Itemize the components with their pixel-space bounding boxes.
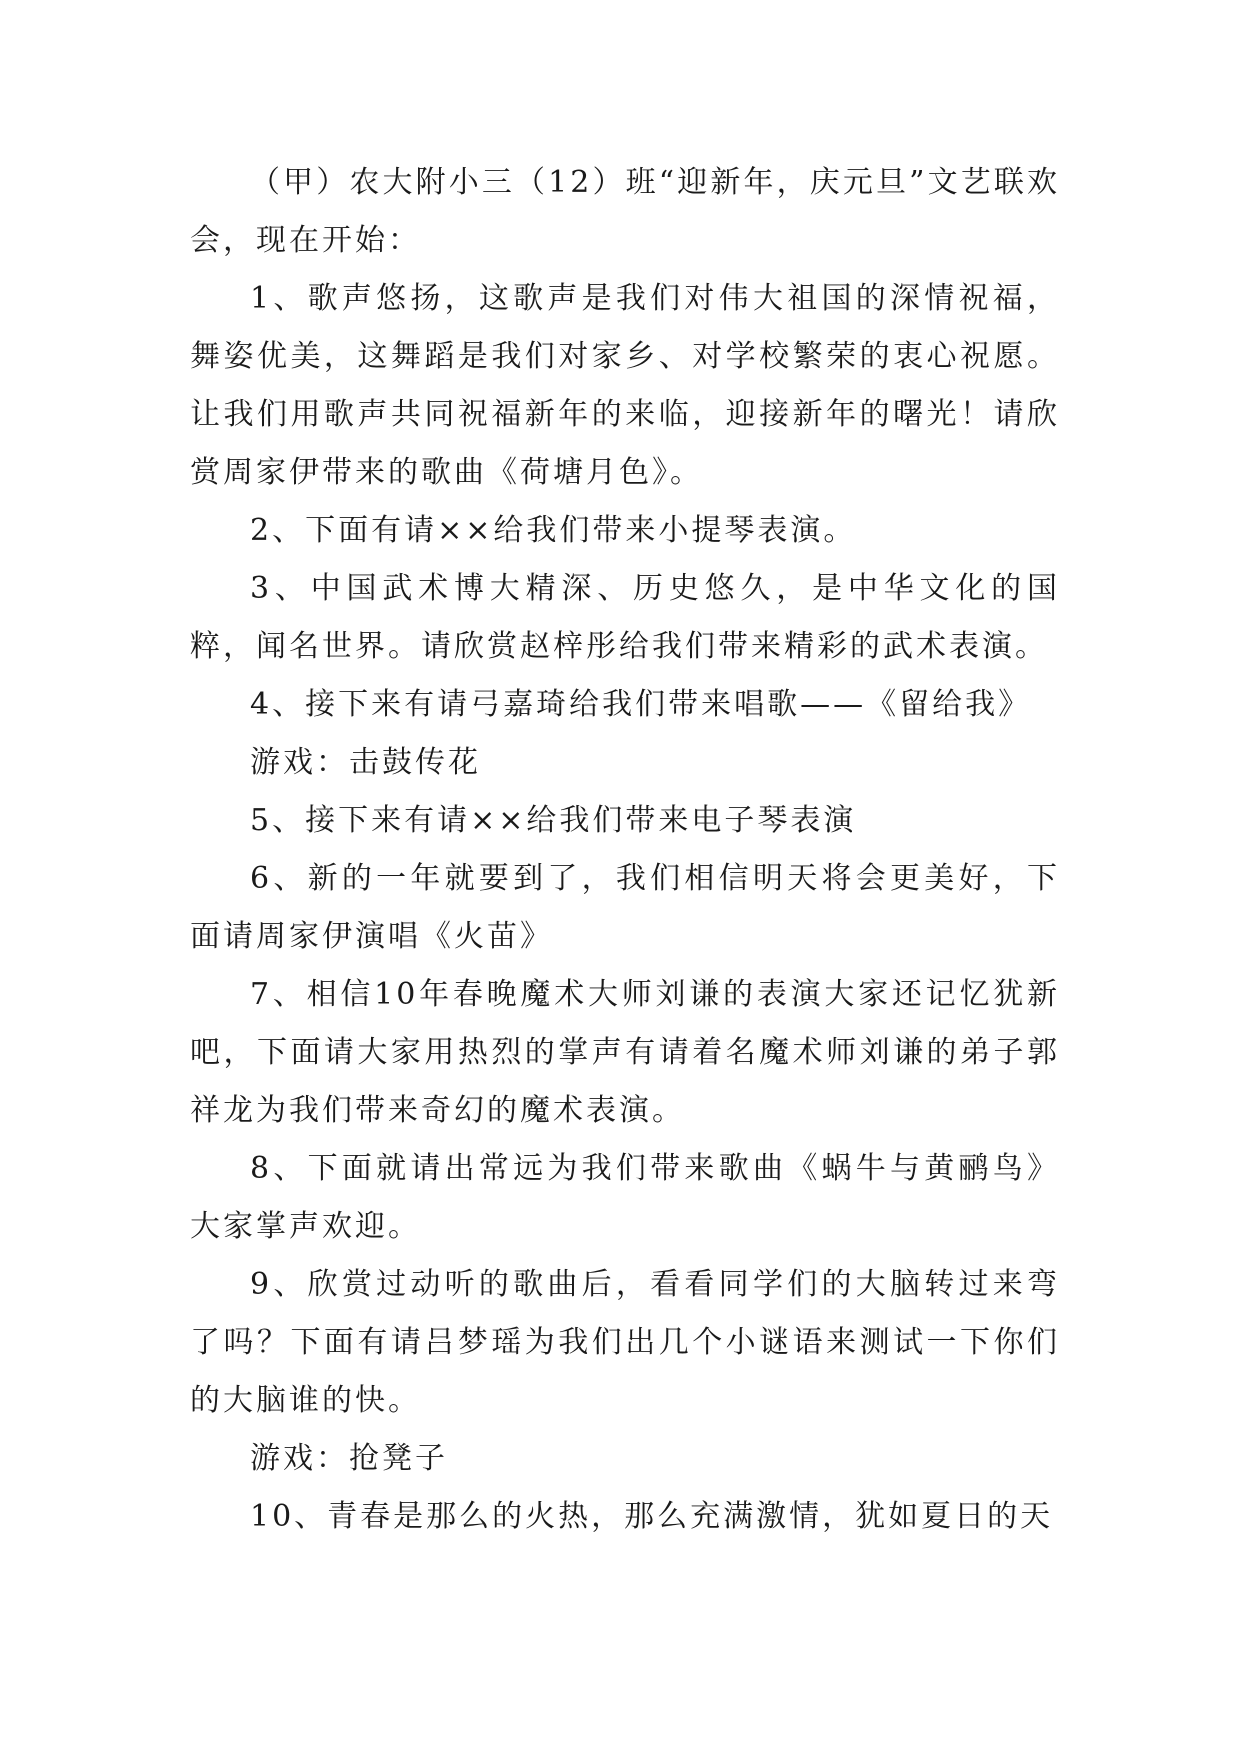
- paragraph-opening: （甲）农大附小三（12）班“迎新年，庆元旦”文艺联欢会，现在开始：: [190, 165, 1060, 258]
- paragraph-item-6: 6、新的一年就要到了，我们相信明天将会更美好，下面请周家伊演唱《火苗》: [190, 861, 1060, 954]
- paragraph-item-1: 1、歌声悠扬，这歌声是我们对伟大祖国的深情祝福，舞姿优美，这舞蹈是我们对家乡、对学校繁荣的衷心祝愿。让我们用歌声共同祝福新年的来临，迎接新年的曙光！请欣赏周家伊带来的歌曲《荷塘月色》。: [190, 281, 1060, 490]
- paragraph-item-9: 9、欣赏过动听的歌曲后，看看同学们的大脑转过来弯了吗？下面有请吕梦瑶为我们出几个小谜语来测试一下你们的大脑谁的快。: [190, 1267, 1060, 1418]
- paragraph-item-10: 10、青春是那么的火热，那么充满激情，犹如夏日的天: [250, 1499, 1054, 1534]
- paragraph-item-3: 3、中国武术博大精深、历史悠久，是中华文化的国粹，闻名世界。请欣赏赵梓彤给我们带来精彩的武术表演。: [190, 571, 1060, 664]
- document-body: [190, 154, 1060, 1546]
- paragraph-item-7: 7、相信10年春晚魔术大师刘谦的表演大家还记忆犹新吧，下面请大家用热烈的掌声有请着名魔术师刘谦的弟子郭祥龙为我们带来奇幻的魔术表演。: [190, 977, 1060, 1128]
- paragraph-game-1: 游戏：击鼓传花: [250, 745, 481, 780]
- paragraph-item-4: 4、接下来有请弓嘉琦给我们带来唱歌——《留给我》: [250, 687, 1032, 722]
- paragraph-item-5: 5、接下来有请××给我们带来电子琴表演: [250, 803, 857, 838]
- paragraph-item-2: 2、下面有请××给我们带来小提琴表演。: [250, 513, 857, 548]
- paragraph-game-2: 游戏：抢凳子: [250, 1441, 448, 1476]
- paragraph-item-8: 8、下面就请出常远为我们带来歌曲《蜗牛与黄鹂鸟》大家掌声欢迎。: [190, 1151, 1060, 1244]
